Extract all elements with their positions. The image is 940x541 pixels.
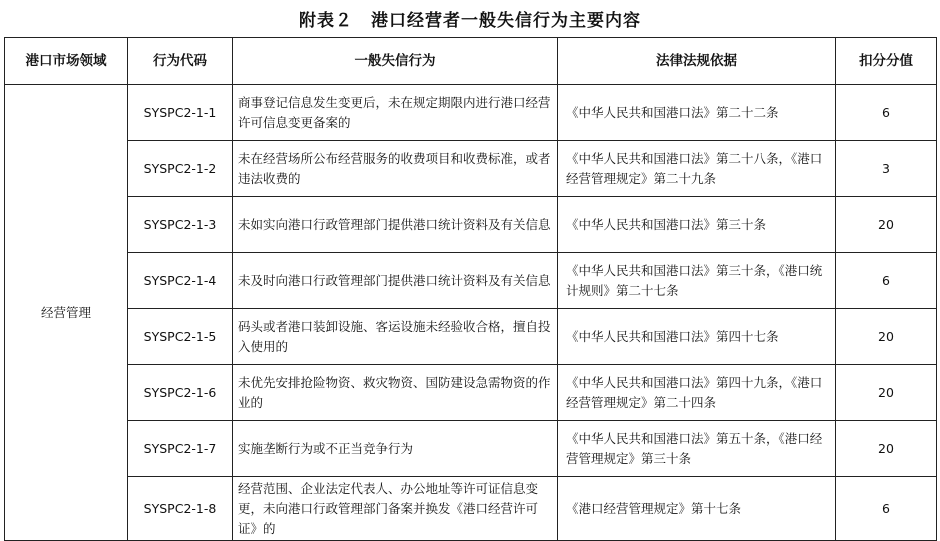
credit-table: [4, 37, 937, 541]
code-cell: SYSPC2-1-5: [128, 309, 233, 365]
score-cell: 6: [836, 477, 937, 541]
score-cell: 20: [836, 421, 937, 477]
header-score: 扣分分值: [836, 38, 937, 85]
table-row: [5, 309, 937, 365]
behavior-cell: 商事登记信息发生变更后，未在规定期限内进行港口经营许可信息变更备案的: [233, 85, 558, 141]
score-cell: 6: [836, 253, 937, 309]
table-row: [5, 85, 937, 141]
law-cell: 《中华人民共和国港口法》第三十条，《港口统计规则》第二十七条: [558, 253, 836, 309]
page-title: 附表２ 港口经营者一般失信行为主要内容: [299, 11, 641, 31]
code-cell: SYSPC2-1-7: [128, 421, 233, 477]
header-behavior: 一般失信行为: [233, 38, 558, 85]
code-cell: SYSPC2-1-1: [128, 85, 233, 141]
header-law: 法律法规依据: [558, 38, 836, 85]
code-cell: SYSPC2-1-3: [128, 197, 233, 253]
header-code: 行为代码: [128, 38, 233, 85]
table-row: [5, 365, 937, 421]
score-cell: 20: [836, 197, 937, 253]
law-cell: 《港口经营管理规定》第十七条: [558, 477, 836, 541]
law-cell: 《中华人民共和国港口法》第二十八条，《港口经营管理规定》第二十九条: [558, 141, 836, 197]
score-cell: 6: [836, 85, 937, 141]
table-row: [5, 197, 937, 253]
code-cell: SYSPC2-1-2: [128, 141, 233, 197]
behavior-cell: 经营范围、企业法定代表人、办公地址等许可证信息变更，未向港口行政管理部门备案并换发《港口经营许可证》的: [233, 477, 558, 541]
score-cell: 20: [836, 365, 937, 421]
law-cell: 《中华人民共和国港口法》第二十二条: [558, 85, 836, 141]
behavior-cell: 未如实向港口行政管理部门提供港口统计资料及有关信息: [233, 197, 558, 253]
behavior-cell: 码头或者港口装卸设施、客运设施未经验收合格，擅自投入使用的: [233, 309, 558, 365]
table-row: [5, 141, 937, 197]
code-cell: SYSPC2-1-4: [128, 253, 233, 309]
score-cell: 20: [836, 309, 937, 365]
behavior-cell: 未及时向港口行政管理部门提供港口统计资料及有关信息: [233, 253, 558, 309]
code-cell: SYSPC2-1-6: [128, 365, 233, 421]
behavior-cell: 未在经营场所公布经营服务的收费项目和收费标准，或者违法收费的: [233, 141, 558, 197]
law-cell: 《中华人民共和国港口法》第四十七条: [558, 309, 836, 365]
table-row: [5, 477, 937, 541]
table-row: [5, 253, 937, 309]
header-area: 港口市场领域: [5, 38, 128, 85]
behavior-cell: 未优先安排抢险物资、救灾物资、国防建设急需物资的作业的: [233, 365, 558, 421]
header-row: [5, 38, 937, 85]
behavior-cell: 实施垄断行为或不正当竞争行为: [233, 421, 558, 477]
law-cell: 《中华人民共和国港口法》第五十条，《港口经营管理规定》第三十条: [558, 421, 836, 477]
area-cell: 经营管理: [5, 85, 128, 541]
law-cell: 《中华人民共和国港口法》第四十九条，《港口经营管理规定》第二十四条: [558, 365, 836, 421]
table-row: [5, 421, 937, 477]
code-cell: SYSPC2-1-8: [128, 477, 233, 541]
score-cell: 3: [836, 141, 937, 197]
law-cell: 《中华人民共和国港口法》第三十条: [558, 197, 836, 253]
